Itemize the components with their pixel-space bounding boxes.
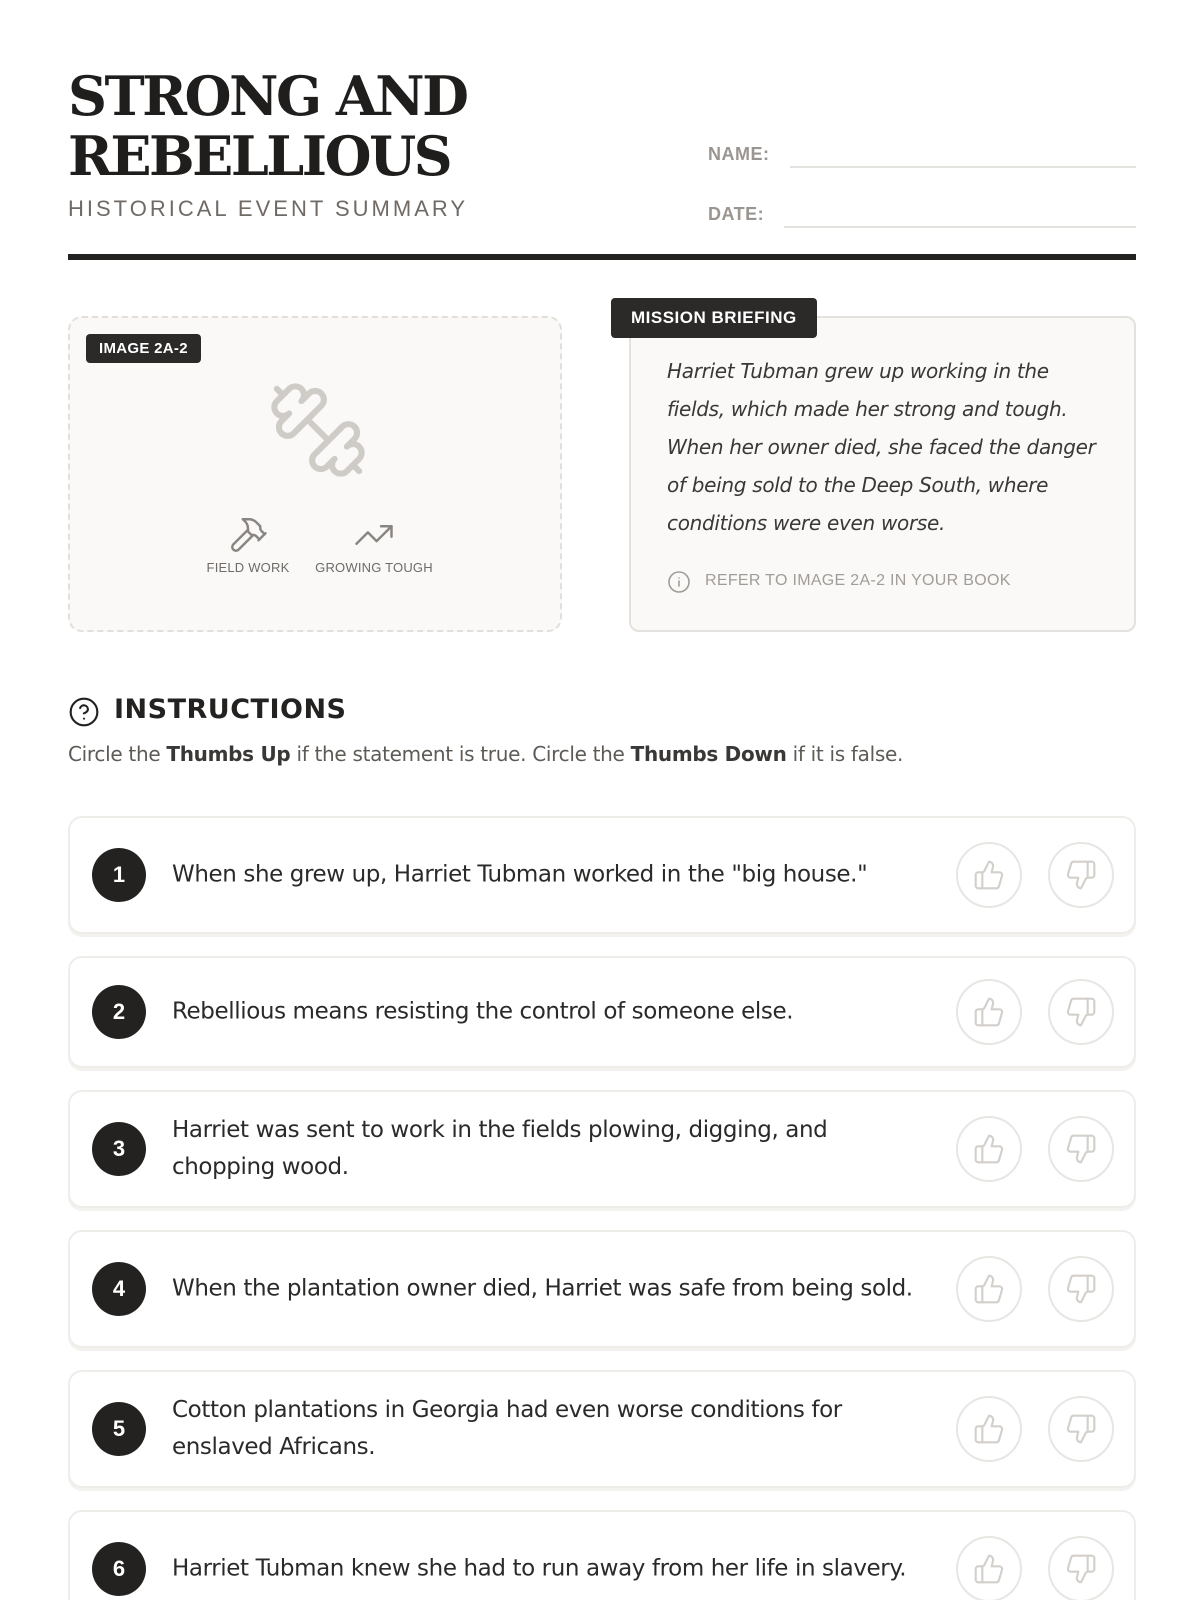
question-number: 4 [92,1262,146,1316]
question-number: 2 [92,985,146,1039]
question-text: When she grew up, Harriet Tubman worked in the "big house." [172,861,868,888]
image-tag: IMAGE 2A-2 [86,334,201,363]
name-label: NAME: [708,144,770,164]
thumbs-up-icon [973,1273,1005,1305]
name-input[interactable] [790,166,1136,168]
thumbs-down-icon [1065,1553,1097,1585]
thumbs-up-button[interactable] [956,842,1022,908]
briefing-note [667,570,1107,596]
question-number: 5 [92,1402,146,1456]
feature-label: FIELD WORK [206,560,290,575]
date-field [708,198,1136,228]
title-line-1: STRONG AND [68,64,467,128]
question-text: When the plantation owner died, Harriet was safe from being sold. [172,1275,913,1302]
thumbs-down-icon [1065,1413,1097,1445]
feature-field-work [178,514,318,575]
thumbs-up-button[interactable] [956,1396,1022,1462]
worksheet-page [68,0,1136,1600]
mission-briefing-tag: MISSION BRIEFING [611,298,817,338]
question-text: Harriet Tubman knew she had to run away from her life in slavery. [172,1555,907,1582]
instructions-heading [68,692,668,732]
dumbbell-icon [266,378,370,482]
feature-label: GROWING TOUGH [315,560,433,575]
feature-growing-tough [304,514,444,575]
question-row-5 [68,1370,1136,1488]
thumbs-down-button[interactable] [1048,842,1114,908]
briefing-note-text: REFER TO IMAGE 2A-2 IN YOUR BOOK [705,572,1011,589]
page-subtitle: HISTORICAL EVENT SUMMARY [68,196,469,221]
thumbs-down-button[interactable] [1048,1536,1114,1600]
instructions-text [68,742,1136,766]
thumbs-up-icon [973,996,1005,1028]
question-number: 1 [92,848,146,902]
name-field [708,138,1136,168]
thumbs-up-icon [973,859,1005,891]
thumbs-down-icon [1065,859,1097,891]
question-row-3 [68,1090,1136,1208]
briefing-text: Harriet Tubman grew up working in the fields, which made her strong and tough. When her owner died, she faced the danger of being sold to the Deep South, where conditions were even worse. [667,359,1096,535]
instructions-part: if the statement is true. Circle the [290,742,631,766]
worksheet-header [68,66,1136,262]
thumbs-down-button[interactable] [1048,979,1114,1045]
question-row-6 [68,1510,1136,1600]
question-text: Harriet was sent to work in the fields plowing, digging, and chopping wood. [172,1117,828,1180]
question-number: 6 [92,1542,146,1596]
question-row-2 [68,956,1136,1068]
hammer-icon [227,514,269,556]
thumbs-down-button[interactable] [1048,1116,1114,1182]
thumbs-down-button[interactable] [1048,1256,1114,1322]
info-icon [667,570,691,594]
instructions-part: Circle the [68,742,167,766]
thumbs-down-button[interactable] [1048,1396,1114,1462]
thumbs-down-icon [1065,1133,1097,1165]
instructions-part: if it is false. [786,742,904,766]
thumbs-up-button[interactable] [956,979,1022,1045]
date-input[interactable] [784,226,1136,228]
help-circle-icon [68,696,100,728]
header-divider [68,254,1136,260]
instructions-bold: Thumbs Up [166,742,291,766]
thumbs-up-icon [973,1133,1005,1165]
thumbs-up-button[interactable] [956,1536,1022,1600]
title-line-2: REBELLIOUS [68,124,451,188]
question-row-4 [68,1230,1136,1348]
thumbs-down-icon [1065,996,1097,1028]
date-label: DATE: [708,204,765,224]
thumbs-up-button[interactable] [956,1256,1022,1322]
question-row-1 [68,816,1136,934]
instructions-bold: Thumbs Down [630,742,787,766]
image-placeholder-panel [68,316,562,632]
thumbs-down-icon [1065,1273,1097,1305]
trend-up-icon [353,514,395,556]
instructions-title: INSTRUCTIONS [114,694,347,725]
question-number: 3 [92,1122,146,1176]
thumbs-up-button[interactable] [956,1116,1022,1182]
thumbs-up-icon [973,1553,1005,1585]
question-text: Rebellious means resisting the control of someone else. [172,998,794,1025]
question-text: Cotton plantations in Georgia had even worse conditions for enslaved Africans. [172,1397,842,1460]
mission-briefing-panel [629,316,1136,632]
thumbs-up-icon [973,1413,1005,1445]
page-title [68,66,648,186]
